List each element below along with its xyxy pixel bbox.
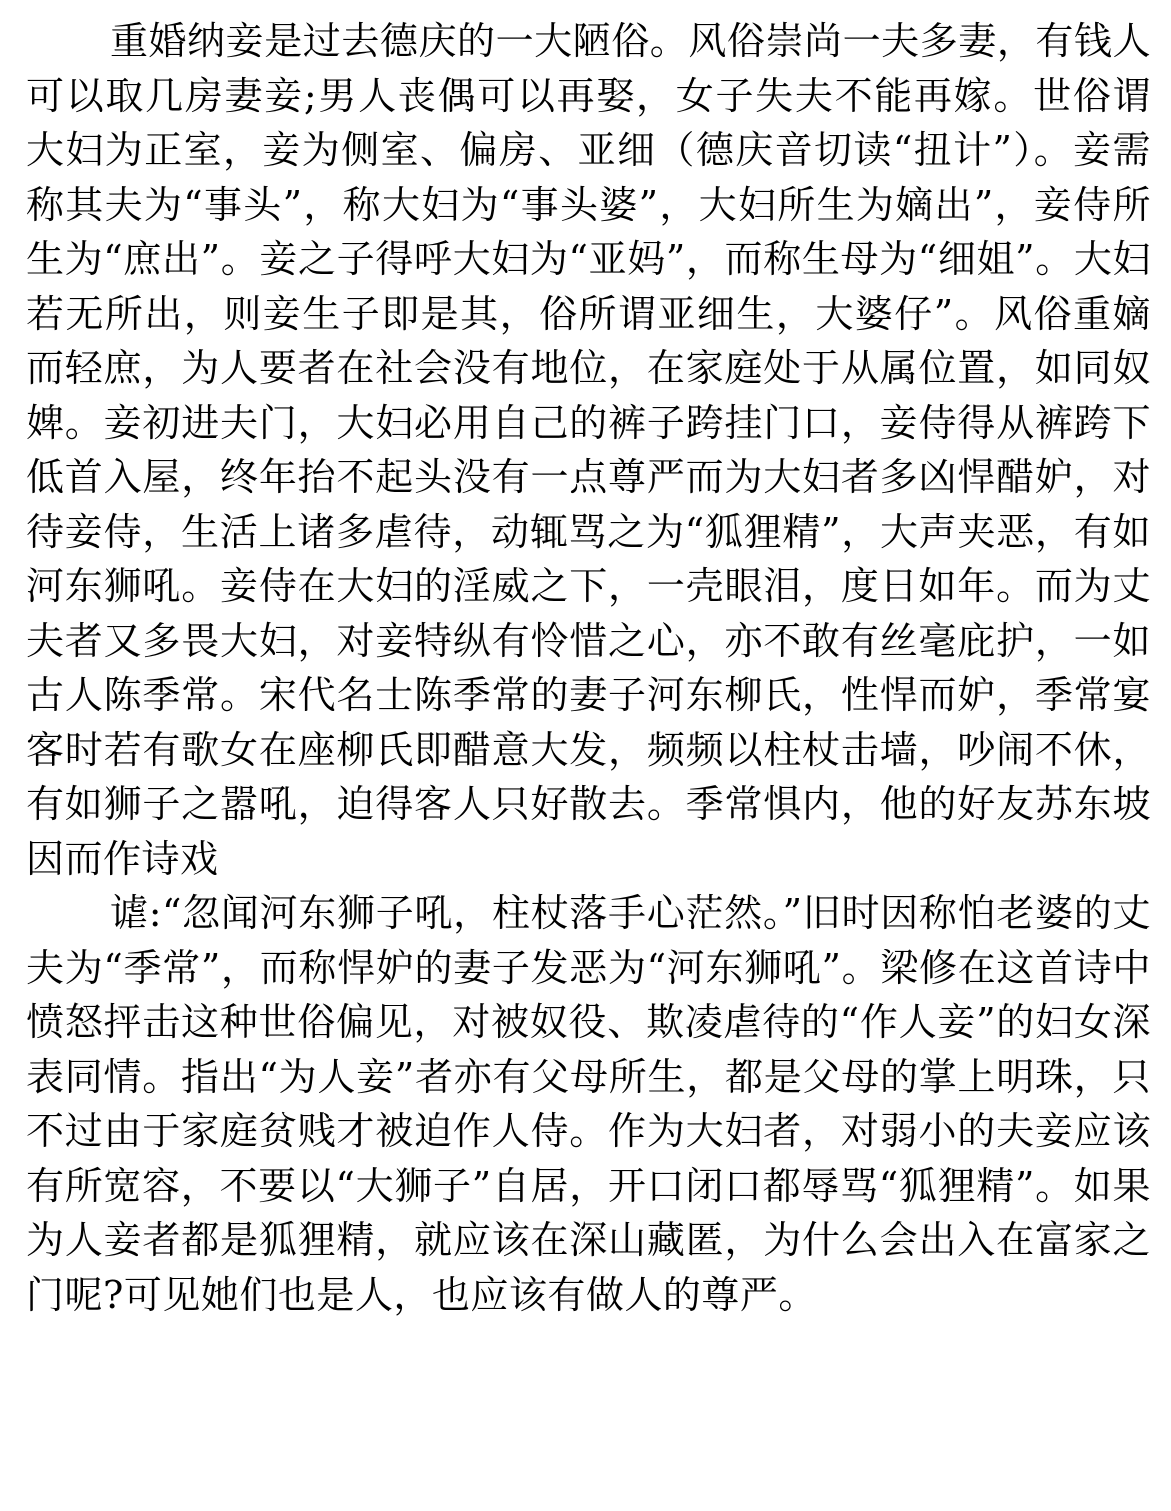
paragraph-1: 重婚纳妾是过去德庆的一大陋俗。风俗崇尚一夫多妻，有钱人可以取几房妻妾;男人丧偶可以再娶，女子失夫不能再嫁。世俗谓大妇为正室，妾为侧室、偏房、亚细（德庆音切读“扭计”）。妾需称其夫为“事头”，称大妇为“事头婆”，大妇所生为嫡出”，妾侍所生为“庶出”。妾之子得呼大妇为“亚妈”，而称生母为“细姐”。大妇若无所出，则妾生子即是其，俗所谓亚细生，大婆仔”。风俗重嫡而轻庶，为人要者在社会没有地位，在家庭处于从属位置，如同奴婢。妾初进夫门，大妇必用自己的裤子跨挂门口，妾侍得从裤跨下低首入屋，终年抬不起头没有一点尊严而为大妇者多凶悍醋妒，对待妾侍，生活上诸多虐待，动辄骂之为“狐狸精”，大声夹恶，有如河东狮吼。妾侍在大妇的淫威之下，一壳眼泪，度日如年。而为丈夫者又多畏大妇，对妾特纵有怜惜之心，亦不敢有丝毫庇护，一如古人陈季常。宋代名士陈季常的妻子河东柳氏，性悍而妒，季常宴客时若有歌女在座柳氏即醋意大发，频频以柱杖击墙，吵闹不休，有如狮子之嚣吼，迫得客人只好散去。季常惧内，他的好友苏东坡因而作诗戏	[26, 19, 1151, 881]
paragraph-2: 谑:“忽闻河东狮子吼，柱杖落手心茫然。”旧时因称怕老婆的丈夫为“季常”，而称悍妒的妻子发恶为“河东狮吼”。梁修在这首诗中愤怒抨击这种世俗偏见，对被奴役、欺凌虐待的“作人妾”的妇女深表同情。指出“为人妾”者亦有父母所生，都是父母的掌上明珠，只不过由于家庭贫贱才被迫作人侍。作为大妇者，对弱小的夫妾应该有所宽容，不要以“大狮子”自居，开口闭口都辱骂“狐狸精”。如果为人妾者都是狐狸精，就应该在深山藏匿，为什么会出入在富家之门呢?可见她们也是人，也应该有做人的尊严。	[26, 891, 1151, 1317]
